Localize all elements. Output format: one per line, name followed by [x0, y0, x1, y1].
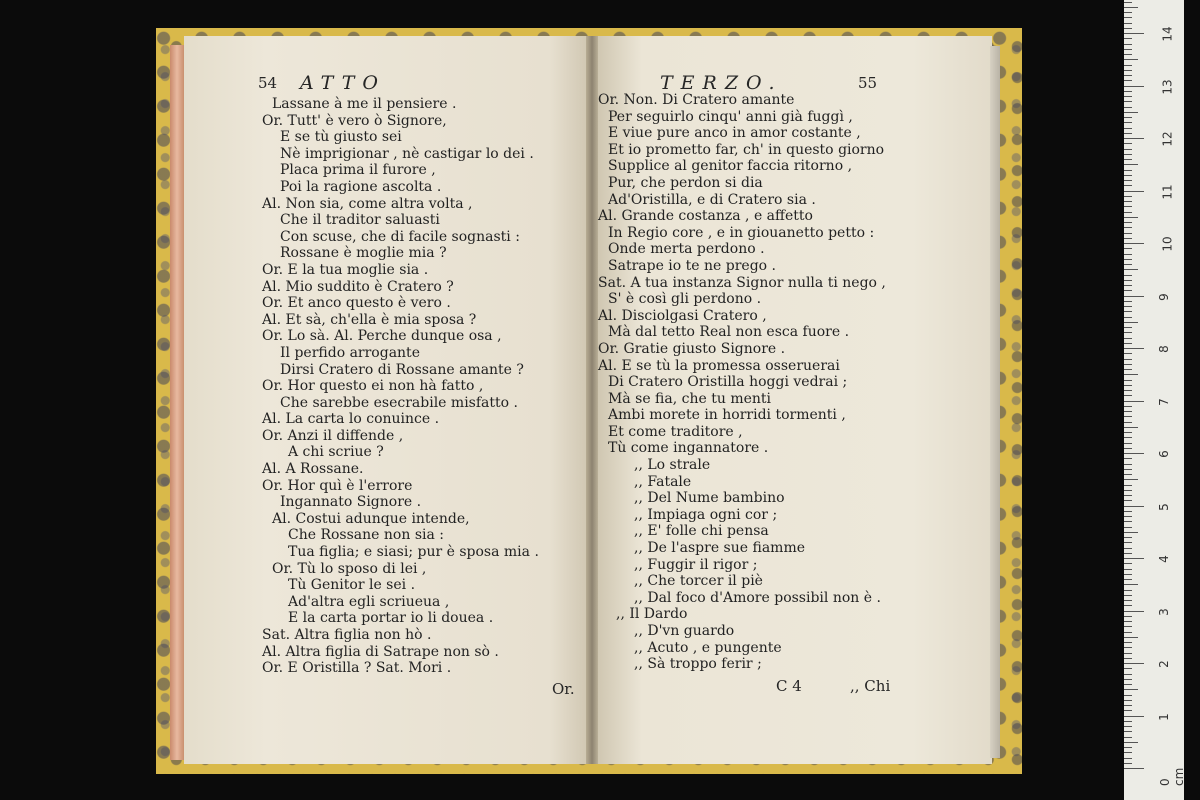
ruler-cm-label: 14 — [1160, 26, 1175, 42]
text-line: Onde merta perdono . — [608, 241, 765, 258]
ruler-tick — [1124, 317, 1132, 318]
text-line: Al. La carta lo conuince . — [262, 411, 440, 428]
ruler-cm-label: 6 — [1156, 450, 1171, 458]
right-page-signature: C 4 — [776, 677, 802, 695]
ruler-tick — [1124, 248, 1132, 249]
text-line: E se tù giusto sei — [280, 129, 402, 146]
ruler-tick — [1124, 422, 1132, 423]
text-line: E la carta portar io li doueа . — [288, 610, 494, 627]
ruler-tick — [1124, 406, 1132, 407]
ruler-tick — [1124, 511, 1132, 512]
ruler-tick — [1124, 605, 1132, 606]
ruler-tick — [1124, 411, 1132, 412]
ruler-tick — [1124, 101, 1132, 102]
text-line: ,, Lo strale — [634, 457, 711, 474]
text-line: Al. Et sà, ch'ella è mia sposa ? — [262, 311, 477, 328]
ruler-tick — [1124, 322, 1138, 323]
text-line: Per seguirlo cinqu' anni già fuggì , — [608, 108, 853, 125]
ruler-tick — [1124, 731, 1132, 732]
ruler-tick — [1124, 206, 1132, 207]
ruler-tick — [1124, 143, 1132, 144]
ruler-tick — [1124, 112, 1138, 113]
ruler-tick — [1124, 149, 1132, 150]
right-page-number: 55 — [858, 74, 878, 92]
ruler-tick — [1124, 495, 1132, 496]
text-line: ,, D'vn guardo — [634, 623, 735, 639]
ruler-tick — [1124, 758, 1132, 759]
ruler-tick — [1124, 490, 1132, 491]
text-line: S' è così gli perdono . — [608, 291, 762, 308]
ruler-tick — [1124, 59, 1138, 60]
text-line: Pur, che perdon si dia — [608, 174, 763, 191]
ruler-tick — [1124, 254, 1132, 255]
ruler-cm-label: 7 — [1156, 397, 1171, 406]
ruler-tick — [1124, 453, 1144, 454]
text-line: ,, Acuto , e pungente — [634, 639, 782, 656]
ruler-tick — [1124, 647, 1132, 648]
ruler-tick — [1124, 353, 1132, 354]
ruler-tick — [1124, 269, 1138, 270]
ruler-tick — [1124, 117, 1132, 118]
ruler-tick — [1124, 574, 1132, 575]
ruler-tick — [1124, 527, 1132, 528]
ruler-tick — [1124, 259, 1132, 260]
left-page-text — [262, 96, 539, 677]
ruler-cm-label: 12 — [1160, 131, 1175, 147]
text-line: Et come traditore , — [608, 423, 743, 440]
ruler-tick — [1124, 437, 1132, 438]
text-line: Al. A Rossane. — [262, 461, 364, 478]
ruler-cm-label: 5 — [1156, 502, 1171, 511]
text-line: Satrape io te ne prego . — [608, 257, 776, 274]
text-line: Con scuse, che di facile sognasti : — [280, 228, 520, 245]
ruler-tick — [1124, 154, 1132, 155]
ruler-tick — [1124, 222, 1132, 223]
text-line: Ingannato Signore . — [280, 494, 422, 511]
ruler-tick — [1124, 726, 1132, 727]
ruler-tick — [1124, 742, 1138, 743]
ruler-cm-label: 11 — [1160, 183, 1175, 200]
ruler-tick — [1124, 38, 1132, 39]
ruler-tick — [1124, 705, 1132, 706]
text-line: Al. Costui adunque intende, — [272, 510, 470, 527]
text-line: Ad'Oristilla, e di Cratero sia . — [608, 191, 816, 208]
text-line: Or. Tutt' è vero ò Signore, — [262, 112, 447, 129]
text-line: ,, De l'aspre sue fiamme — [634, 540, 806, 557]
ruler-tick — [1124, 626, 1132, 627]
ruler-tick — [1124, 212, 1132, 213]
left-page-number: 54 — [258, 74, 278, 92]
ruler-tick — [1124, 668, 1132, 669]
ruler-tick — [1124, 516, 1132, 517]
page-edge-right — [990, 46, 1000, 758]
text-line: Al. Mio suddito è Cratero ? — [262, 278, 454, 295]
text-line: Lassane à me il pensiere . — [272, 96, 457, 112]
ruler-tick — [1124, 506, 1144, 507]
ruler-tick — [1124, 275, 1132, 276]
ruler-tick — [1124, 390, 1132, 391]
ruler-tick — [1124, 569, 1132, 570]
ruler-tick — [1124, 180, 1132, 181]
ruler-tick — [1124, 238, 1132, 239]
ruler-tick — [1124, 616, 1132, 617]
text-line: Supplice al genitor faccia ritorno , — [608, 158, 853, 175]
text-line: Al. Disciolgasi Cratero , — [598, 307, 767, 324]
text-line: ,, Impiaga ogni cor ; — [634, 506, 778, 523]
text-line: ,, Fatale — [634, 473, 692, 490]
text-line: ,, Che torcer il piè — [634, 573, 763, 590]
text-line: E viue pure anco in amor costante , — [608, 125, 861, 142]
text-line: Al. Non sia, come altra volta , — [262, 195, 473, 212]
ruler-tick — [1124, 7, 1138, 8]
ruler-unit-label: 0 cm — [1158, 767, 1186, 786]
ruler-tick — [1124, 500, 1132, 501]
ruler-tick — [1124, 196, 1132, 197]
measurement-ruler — [1124, 0, 1184, 800]
ruler-tick — [1124, 464, 1132, 465]
text-line: Tù come ingannatore . — [608, 440, 769, 457]
ruler-tick — [1124, 658, 1132, 659]
ruler-tick — [1124, 80, 1132, 81]
ruler-tick — [1124, 44, 1132, 45]
ruler-tick — [1124, 133, 1132, 134]
ruler-tick — [1124, 621, 1132, 622]
ruler-tick — [1124, 359, 1132, 360]
text-line: Or. Lo sà. Al. Perche dunque osa , — [262, 328, 502, 345]
ruler-tick — [1124, 264, 1132, 265]
ruler-tick — [1124, 301, 1132, 302]
ruler-tick — [1124, 632, 1132, 633]
text-line: Tù Genitor le sei . — [288, 577, 416, 594]
ruler-tick — [1124, 479, 1138, 480]
ruler-tick — [1124, 416, 1132, 417]
ruler-tick — [1124, 716, 1144, 717]
ruler-tick — [1124, 737, 1132, 738]
ruler-tick — [1124, 395, 1132, 396]
text-line: ,, Sà troppo ferir ; — [634, 656, 762, 673]
ruler-tick — [1124, 164, 1138, 165]
text-line: Ad'altra egli scriueua , — [288, 593, 450, 610]
ruler-tick — [1124, 17, 1132, 18]
ruler-tick — [1124, 280, 1132, 281]
ruler-tick — [1124, 595, 1132, 596]
ruler-tick — [1124, 201, 1132, 202]
text-line: Or. Hor questo ei non hà fatto , — [262, 378, 484, 395]
ruler-cm-label: 9 — [1156, 292, 1171, 301]
ruler-tick — [1124, 91, 1132, 92]
ruler-tick — [1124, 296, 1144, 297]
ruler-tick — [1124, 33, 1144, 34]
text-line: ,, E' folle chi pensa — [634, 523, 769, 540]
ruler-tick — [1124, 285, 1132, 286]
ruler-tick — [1124, 348, 1144, 349]
ruler-tick — [1124, 369, 1132, 370]
text-line: Or. Tù lo sposo di lei , — [272, 560, 427, 577]
ruler-tick — [1124, 306, 1132, 307]
ruler-tick — [1124, 122, 1132, 123]
ruler-tick — [1124, 768, 1144, 769]
ruler-tick — [1124, 443, 1132, 444]
ruler-tick — [1124, 338, 1132, 339]
ruler-tick — [1124, 327, 1132, 328]
right-page-text — [598, 92, 886, 673]
ruler-tick — [1124, 54, 1132, 55]
ruler-tick — [1124, 311, 1132, 312]
text-line: Che sarebbe esecrabile misfatto . — [280, 394, 518, 411]
ruler-tick — [1124, 485, 1132, 486]
ruler-tick — [1124, 227, 1132, 228]
ruler-cm-label: 8 — [1156, 345, 1171, 353]
ruler-tick — [1124, 290, 1132, 291]
text-line: Or. E Oristilla ? Sat. Mori . — [262, 660, 452, 677]
ruler-cm-label: 2 — [1156, 660, 1171, 668]
ruler-tick — [1124, 380, 1132, 381]
ruler-tick — [1124, 563, 1132, 564]
text-line: Tua figlia; e siasi; pur è sposa mia . — [288, 544, 539, 561]
ruler-tick — [1124, 432, 1132, 433]
text-line: In Regio core , e in giouanetto petto : — [608, 224, 875, 241]
ruler-tick — [1124, 138, 1144, 139]
ruler-tick — [1124, 532, 1138, 533]
ruler-cm-label: 3 — [1156, 607, 1171, 616]
ruler-tick — [1124, 385, 1132, 386]
left-page-header: ATTO — [300, 72, 386, 94]
ruler-tick — [1124, 128, 1132, 129]
text-line: Al. Grande costanza , e affetto — [598, 208, 813, 225]
text-line: ,, Del Nume bambino — [634, 490, 785, 507]
ruler-tick — [1124, 710, 1132, 711]
ruler-cm-label: 13 — [1160, 78, 1175, 95]
text-line: Il perfido arrogante — [280, 344, 420, 361]
ruler-tick — [1124, 700, 1132, 701]
ruler-tick — [1124, 23, 1132, 24]
text-line: Mà se fia, che tu menti — [608, 390, 772, 407]
ruler-tick — [1124, 374, 1138, 375]
left-page-catchword: Or. — [552, 680, 575, 698]
ruler-tick — [1124, 474, 1132, 475]
ruler-tick — [1124, 75, 1132, 76]
text-line: Et io prometto far, ch' in questo giorno — [608, 141, 885, 158]
ruler-tick — [1124, 642, 1132, 643]
ruler-tick — [1124, 107, 1132, 108]
text-line: Mà dal tetto Real non esca fuore . — [608, 324, 850, 341]
ruler-tick — [1124, 185, 1132, 186]
ruler-tick — [1124, 695, 1132, 696]
right-page-header: TERZO. — [660, 72, 783, 94]
ruler-tick — [1124, 747, 1132, 748]
text-line: Or. E la tua moglie sia . — [262, 261, 429, 278]
text-line: Dirsi Cratero di Rossane amante ? — [280, 361, 524, 378]
ruler-tick — [1124, 600, 1132, 601]
text-line: Placa prima il furore , — [280, 162, 436, 179]
ruler-tick — [1124, 96, 1132, 97]
ruler-tick — [1124, 553, 1132, 554]
ruler-tick — [1124, 12, 1132, 13]
ruler-tick — [1124, 721, 1132, 722]
ruler-tick — [1124, 343, 1132, 344]
ruler-tick — [1124, 28, 1132, 29]
ruler-tick — [1124, 537, 1132, 538]
text-line: A chi scriue ? — [288, 444, 384, 461]
ruler-tick — [1124, 175, 1132, 176]
ruler-tick — [1124, 689, 1138, 690]
ruler-tick — [1124, 2, 1132, 3]
text-line: Sat. A tua instanza Signor nulla ti nego , — [598, 274, 886, 291]
ruler-tick — [1124, 637, 1138, 638]
text-line: Or. Anzi il diffende , — [262, 427, 404, 444]
ruler-tick — [1124, 663, 1144, 664]
right-page-catchword: ,, Chi — [850, 677, 891, 695]
book-gutter — [586, 36, 598, 764]
ruler-tick — [1124, 684, 1132, 685]
text-line: Di Cratero Oristilla hoggi vedrai ; — [608, 374, 848, 391]
text-line: ,, Fuggir il rigor ; — [634, 556, 758, 573]
text-line: Rossane è moglie mia ? — [280, 245, 447, 262]
ruler-tick — [1124, 159, 1132, 160]
ruler-tick — [1124, 763, 1132, 764]
text-line: Ambi morete in horridi tormenti , — [608, 407, 846, 424]
text-line: Nè imprigionar , nè castigar lo dei . — [280, 145, 534, 162]
ruler-tick — [1124, 590, 1132, 591]
text-line: Che il traditor saluasti — [280, 212, 440, 229]
ruler-tick — [1124, 243, 1144, 244]
ruler-tick — [1124, 542, 1132, 543]
ruler-tick — [1124, 679, 1132, 680]
page-edge-left — [170, 45, 184, 760]
ruler-tick — [1124, 469, 1132, 470]
ruler-tick — [1124, 217, 1138, 218]
ruler-tick — [1124, 548, 1132, 549]
ruler-tick — [1124, 584, 1138, 585]
ruler-tick — [1124, 364, 1132, 365]
text-line: Or. Et anco questo è vero . — [262, 295, 451, 312]
ruler-tick — [1124, 170, 1132, 171]
text-line: Or. Non. Di Cratero amante — [598, 92, 795, 108]
ruler-tick — [1124, 49, 1132, 50]
ruler-tick — [1124, 191, 1144, 192]
ruler-tick — [1124, 70, 1132, 71]
ruler-tick — [1124, 458, 1132, 459]
ruler-cm-label: 1 — [1156, 712, 1171, 721]
ruler-tick — [1124, 332, 1132, 333]
text-line: Or. Hor quì è l'errore — [262, 477, 413, 494]
ruler-tick — [1124, 558, 1144, 559]
ruler-tick — [1124, 752, 1132, 753]
text-line: Al. Altra figlia di Satrape non sò . — [262, 643, 499, 660]
text-line: ,, Dal foco d'Amore possibil non è . — [634, 589, 881, 606]
text-line: Al. E se tù la promessa osseruerai — [598, 357, 840, 374]
ruler-tick — [1124, 401, 1144, 402]
ruler-tick — [1124, 653, 1132, 654]
ruler-tick — [1124, 521, 1132, 522]
text-line: Sat. Altra figlia non hò . — [262, 627, 432, 643]
ruler-tick — [1124, 427, 1138, 428]
ruler-tick — [1124, 448, 1132, 449]
ruler-tick — [1124, 65, 1132, 66]
ruler-tick — [1124, 674, 1132, 675]
text-line: Poi la ragione ascolta . — [280, 178, 442, 195]
ruler-tick — [1124, 86, 1144, 87]
ruler-tick — [1124, 233, 1132, 234]
text-line: Or. Gratie giusto Signore . — [598, 340, 786, 357]
ruler-cm-label: 10 — [1160, 236, 1175, 252]
ruler-tick — [1124, 579, 1132, 580]
text-line: ,, Il Dardo — [616, 606, 688, 623]
text-line: Che Rossane non sia : — [288, 527, 444, 544]
ruler-cm-label: 4 — [1156, 555, 1171, 563]
ruler-tick — [1124, 611, 1144, 612]
